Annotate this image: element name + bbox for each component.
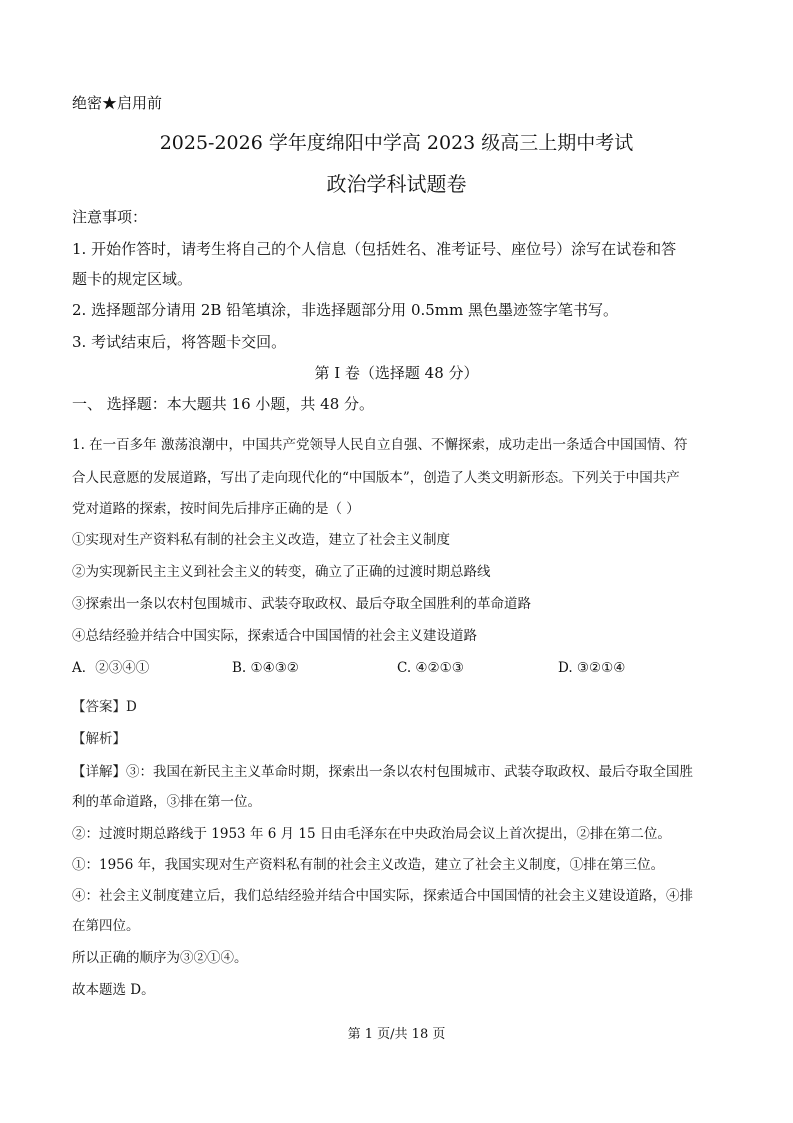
choice-d: D. ③②①④ [558, 660, 626, 676]
question-stem: 党对道路的探索，按时间先后排序正确的是（ ） [72, 501, 360, 517]
choice-c: C. ④②①③ [397, 660, 464, 676]
note-item-2: 2. 选择题部分请用 2B 铅笔填涂，非选择题部分用 0.5mm 黑色墨迹签字笔书写。 [72, 301, 619, 319]
part-heading: 一、 选择题：本大题共 16 小题，共 48 分。 [72, 395, 375, 413]
choice-a: A．②③④① [72, 660, 150, 676]
question-stem: 1. 在一百多年 激荡浪潮中，中国共产党领导人民自立自强、不懈探索，成功走出一条适合中国国情、符 [72, 437, 688, 453]
note-item-3: 3. 考试结束后，将答题卡交回。 [72, 333, 287, 351]
page-footer: 第 1 页/共 18 页 [347, 1027, 446, 1042]
question-stem: 合人民意愿的发展道路，写出了走向现代化的“中国版本”，创造了人类文明新形态。下列关于中国共产 [72, 470, 680, 486]
conclusion-text: 所以正确的顺序为③②①④。 [72, 950, 248, 966]
confidential-label: 绝密★启用前 [72, 94, 163, 112]
exam-subtitle: 政治学科试题卷 [326, 172, 467, 196]
detail-paragraph: ④：社会主义制度建立后，我们总结经验并结合中国实际，探索适合中国国情的社会主义建设道路，④排 [72, 888, 693, 904]
answer-label: 【答案】D [72, 699, 137, 715]
detail-paragraph: 利的革命道路，③排在第一位。 [72, 794, 261, 810]
detail-paragraph: 【详解】③：我国在新民主主义革命时期，探索出一条以农村包围城市、武装夺取政权、最后夺取全国胜 [72, 764, 693, 780]
statement-4: ④总结经验并结合中国实际，探索适合中国国情的社会主义建设道路 [72, 628, 477, 644]
analysis-heading: 【解析】 [72, 731, 126, 747]
final-answer-text: 故本题选 D。 [72, 982, 155, 998]
notes-heading: 注意事项： [72, 208, 148, 226]
statement-2: ②为实现新民主主义到社会主义的转变，确立了正确的过渡时期总路线 [72, 564, 491, 580]
detail-paragraph: ①：1956 年，我国实现对生产资料私有制的社会主义改造，建立了社会主义制度，①排在第三位。 [72, 857, 665, 873]
detail-paragraph: 在第四位。 [72, 918, 140, 934]
choice-b: B. ①④③② [232, 660, 299, 676]
note-item-1-continued: 题卡的规定区域。 [72, 270, 193, 288]
statement-3: ③探索出一条以农村包围城市、武装夺取政权、最后夺取全国胜利的革命道路 [72, 596, 531, 612]
note-item-1: 1. 开始作答时，请考生将自己的个人信息（包括姓名、准考证号、座位号）涂写在试卷和答 [72, 240, 677, 258]
statement-1: ①实现对生产资料私有制的社会主义改造，建立了社会主义制度 [72, 532, 450, 548]
detail-paragraph: ②：过渡时期总路线于 1953 年 6 月 15 日由毛泽东在中央政治局会议上首次提出，②排在第二位。 [72, 826, 671, 842]
section-title: 第 I 卷（选择题 48 分） [314, 364, 479, 382]
exam-title: 2025-2026 学年度绵阳中学高 2023 级高三上期中考试 [159, 132, 634, 154]
